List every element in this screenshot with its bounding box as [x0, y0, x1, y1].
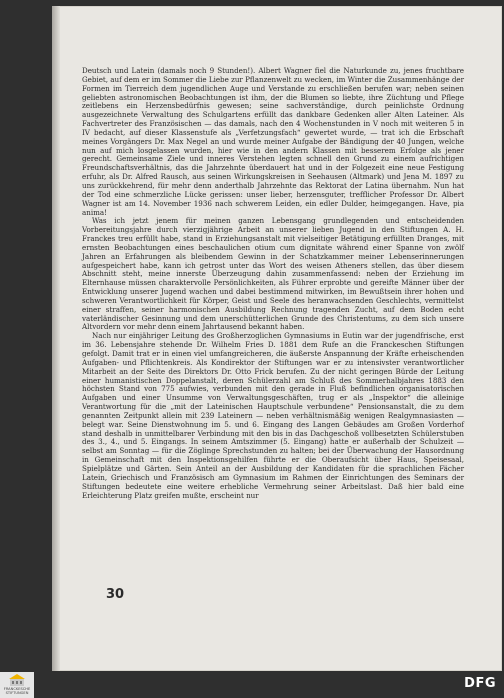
franckesche-stiftungen-logo: [0, 672, 34, 698]
left-logo-caption: FRANCKESCHE STIFTUNGEN: [3, 687, 31, 695]
house-logo-icon: [9, 674, 25, 686]
paragraph-2: Was ich jetzt jenem für meinen ganzen Lebensgang grundlegenden und entscheidenden Vorbereitungsjahre durch vierzigjährige Arbeit an unserer lieben Jugend in den Stiftungen A. H. Franckes treu erfüllt habe, stand in Erziehungsanstalt mit vielseitiger Betätigung erfüllten Dranges, mit ernsten Beobachtungen eines beschaulichen otium cum dignitate während einer Spanne von zwölf Jahren an Erfahrungen als bleibendem Gewinn in der Schatzkammer meiner Lebenserinnerungen aufgespeichert habe, kann ich getrost unter das Wort des weisen Atheners stellen, das über diesem Abschnitt steht, meine innerste Überzeugung dahin zusammenfassend: neben der Erziehung im Elternhause müssen charaktervolle Persönlichkeiten, als Führer erprobte und gereifte Männer über der Entwicklung unserer Jugend wachen und dabei bestimmend mitwirken, im Bewußtsein ihrer hohen und schweren Verantwortlichkeit für Körper, Geist und Seele des heranwachsenden Geschlechts, vermittelst einer straffen, seiner harmonischen Ausbildung Rechnung tragenden Zucht, auf dem Boden echt vaterländischer Gesinnung und dem unerschütterlichen Grunde des Christentums, zu dem sich unsere Altvordern vor mehr denn einem Jahrtausend bekannt haben.: [82, 216, 464, 332]
page-body-text: [82, 67, 464, 500]
dfg-logo: DFG: [464, 676, 496, 691]
page-number: 30: [106, 587, 125, 602]
paragraph-3: Nach nur einjähriger Leitung des Großherzoglichen Gymnasiums in Eutin war der jugendfrische, erst im 36. Lebensjahre stehende Dr. Wilhelm Fries D. 1881 dem Rufe an die Franckeschen Stiftungen gefolgt. Damit trat er in einen viel umfangreicheren, die äußerste Anspannung der Kräfte erheischenden Aufgaben- und Pflichtenkreis. Als Kondirektor der Stiftungen war er zu intensivster verantwortlicher Mitarbeit an der Seite des Direktors Dr. Otto Frick berufen. Zu der nicht geringen Bürde der Leitung einer humanistischen Doppelanstalt, deren Schülerzahl am Schluß des Sommerhalbjahres 1883 den höchsten Stand von 775 aufwies, verbunden mit den gerade in Fluß befindlichen organisatorischen Aufgaben und einer Unsumme von Verwaltungsgeschäften, trug er als „Inspektor“ die alleinige Verantwortung für die „mit der Lateinischen Hauptschule verbundene“ Pensionsanstalt, die zu dem genannten Zeitpunkt allein mit 239 Lateinern — neben verhältnismäßig wenigen Realgymnasiasten — belegt war. Seine Dienstwohnung im 5. und 6. Eingang des Langen Gebäudes am Großen Vorderhof stand deshalb in unmittelbarer Verbindung mit den bis in das Dachgeschoß vollbesetzten Schülerstuben des 3., 4., und 5. Eingangs. In seinem Amtszimmer (5. Eingang) hatte er außerhalb der Schulzeit — selbst am Sonntag — für die Zöglinge Sprechstunden zu halten; bei der Überwachung der Hausordnung in Gemeinschaft mit den Inspektionsgehilfen führte er die Oberaufsicht über Haus, Speisesaal, Spielplätze und Gärten. Sein Anteil an der Ausbildung der Kandidaten für die sprachlichen Fächer Latein, Griechisch und Französisch am Gymnasium im Rahmen der Einrichtungen des Seminars der Stiftungen bedeutete eine weitere erhebliche Vermehrung seiner Arbeitslast. Daß hier bald eine Erleichterung Platz greifen mußte, erscheint nur: [82, 331, 464, 500]
page-gutter-shadow: [52, 6, 60, 671]
paragraph-1: Deutsch und Latein (damals noch 9 Stunden!). Albert Wagner fiel die Naturkunde zu, jenes fruchtbare Gebiet, auf dem er im Sommer die Liebe zur Pflanzenwelt zu wecken, im Winter die Zusammenhänge der Formen im Tierreich dem jugendlichen Auge und Verstande zu erschließen berufen war; neben seinen geliebten astronomischen Beobachtungen ist ihm, der die Blumen so liebte, ihre Züchtung und Pflege zeitlebens ein Herzensbedürfnis gewesen; seine sachverständige, durch peinlichste Ordnung ausgezeichnete Verwaltung des Schulgartens erfüllt das dankbare Gedenken aller Alten Lateiner. Als Fachvertreter des Französischen — das damals, nach den 4 Wochenstunden in V noch mit weiteren 5 in IV bedacht, auf dieser Klassenstufe als „Verfetzungsfach“ gewertet wurde, — trat ich die Erbschaft meines Vorgängers Dr. Max Negel an und wurde meiner Aufgabe der Bändigung der 40 Jungen, welche nun auf mich losgelassen wurden, hier wie in den andern Klassen mit besserem Erfolge als jener gerecht. Gemeinsame Ziele und inneres Verstehen legten schnell den Grund zu einem aufrichtigen Freundschaftsverhältnis, das die Jahrzehnte überdauert hat und in der Folgezeit eine neue Festigung erfuhr, als Dr. Alfred Rausch, aus seinen Wirkungskreisen in Seehausen (Altmark) und Jena M. 1897 zu uns zurückkehrend, für mehr denn anderthalb Jahrzehnte das Rektorat der Latina übernahm. Nun hat der Tod eine schmerzliche Lücke gerissen: unser lieber, herzensguter, trefflicher Professor Dr. Albert Wagner ist am 14. November 1936 nach schwerem Leiden, ein edler Dulder, heimgegangen. Have, pia anima!: [82, 66, 464, 217]
